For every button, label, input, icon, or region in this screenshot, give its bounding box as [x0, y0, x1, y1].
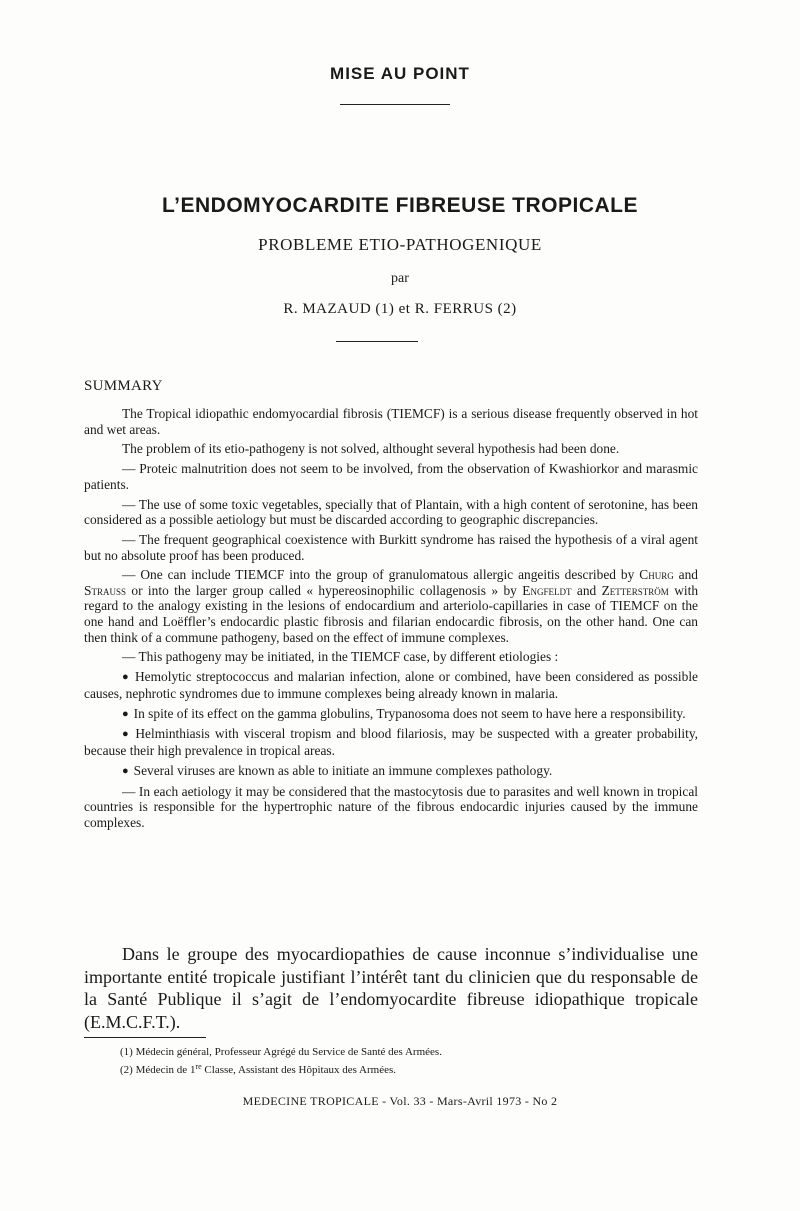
author-name: Strauss — [84, 582, 126, 598]
text-span: and — [673, 567, 698, 583]
summary-paragraph — [84, 567, 698, 645]
bullet-item — [84, 706, 698, 723]
summary-heading: SUMMARY — [84, 378, 163, 394]
summary-paragraph: — This pathogeny may be initiated, in the TIEMCF case, by different etiologies : — [122, 649, 559, 665]
text-span: (2) Médecin de 1 — [120, 1063, 196, 1076]
summary-body — [84, 406, 698, 835]
title-rule — [336, 341, 418, 342]
bullet-icon: ● — [122, 728, 131, 741]
journal-footer: MEDECINE TROPICALE - Vol. 33 - Mars-Avril 1973 - No 2 — [242, 1094, 558, 1108]
byline-par: par — [391, 271, 409, 286]
section-label: MISE AU POINT — [330, 64, 470, 83]
summary-paragraph: The Tropical idiopathic endomyocardial fibrosis (TIEMCF) is a serious disease frequently observed in hot and wet areas. — [84, 406, 698, 437]
text-span: or into the larger group called « hypereosinophilic collagenosis » by — [125, 582, 523, 598]
summary-paragraph: — The frequent geographical coexistence with Burkitt syndrome has raised the hypothesis of a viral agent but no absolute proof has been produced. — [84, 531, 698, 563]
bullet-icon: ● — [122, 671, 131, 684]
article-authors: R. MAZAUD (1) et R. FERRUS (2) — [283, 301, 517, 317]
footnote-2 — [120, 1060, 680, 1078]
bullet-text: In spite of its effect on the gamma globulins, Trypanosoma does not seem to have here a responsibility. — [133, 705, 686, 721]
text-span: and — [571, 582, 602, 598]
bullet-icon: ● — [122, 707, 129, 720]
bullet-icon: ● — [122, 764, 129, 777]
article-subtitle: PROBLEME ETIO-PATHOGENIQUE — [258, 235, 542, 254]
bullet-item — [84, 726, 698, 758]
footnote-rule — [84, 1037, 206, 1038]
footnotes — [120, 1046, 680, 1077]
article-title: L’ENDOMYOCARDITE FIBREUSE TROPICALE — [161, 194, 639, 217]
author-name: Engfeldt — [522, 582, 572, 598]
bullet-text: Several viruses are known as able to initiate an immune complexes pathology. — [133, 762, 553, 778]
header-rule — [340, 104, 450, 105]
superscript: re — [195, 1061, 202, 1071]
text-span: Classe, Assistant des Hôpitaux des Armées. — [201, 1063, 396, 1076]
summary-paragraph: — Proteic malnutrition does not seem to be involved, from the observation of Kwashiorkor and marasmic patients. — [84, 461, 698, 492]
text-span: — One can include TIEMCF into the group of granulomatous allergic angeitis described by — [122, 567, 640, 583]
summary-paragraph: The problem of its etio-pathogeny is not solved, althought several hypothesis had been done. — [122, 441, 620, 457]
bullet-text: Helminthiasis with visceral tropism and blood filariosis, may be suspected with a greater probability, because their high prevalence in tropical areas. — [84, 726, 698, 758]
text-span: with regard to the analogy existing in the lesions of endocardium and arteriolo-capillaries in case of TIEMCF on the one hand and Loëffler’s endocardic plastic fibrosis and filarian endocardic fibrosis, on the other hand. One can then think of a commune pathogeny, based on the effect of immune complexes. — [84, 582, 699, 645]
bullet-item — [84, 763, 698, 780]
author-name: Zetterström — [601, 582, 669, 598]
bullet-item — [84, 669, 698, 701]
intro-paragraph: Dans le groupe des myocardiopathies de cause inconnue s’individualise une importante entité tropicale justifiant l’intérêt tant du clinicien que du responsable de la Santé Publique il s’agit de l’endomyocardite fibreuse idiopathique tropicale (E.M.C.F.T.). — [84, 944, 698, 1032]
summary-paragraph: — In each aetiology it may be considered that the mastocytosis due to parasites and well known in tropical countries is responsible for the hypertrophic nature of the fibrous endocardic injuries caused by the immune complexes. — [84, 783, 698, 830]
footnote-1: (1) Médecin général, Professeur Agrégé du Service de Santé des Armées. — [120, 1046, 442, 1058]
summary-paragraph: — The use of some toxic vegetables, specially that of Plantain, with a high content of serotonine, has been considered as a possible aetiology but must be discarded according to geographic discrepancies. — [84, 496, 698, 528]
author-name: Churg — [639, 567, 674, 583]
bullet-text: Hemolytic streptococcus and malarian infection, alone or combined, have been considered as possible causes, nephrotic syndromes due to immune complexes being already known in malaria. — [84, 669, 698, 701]
